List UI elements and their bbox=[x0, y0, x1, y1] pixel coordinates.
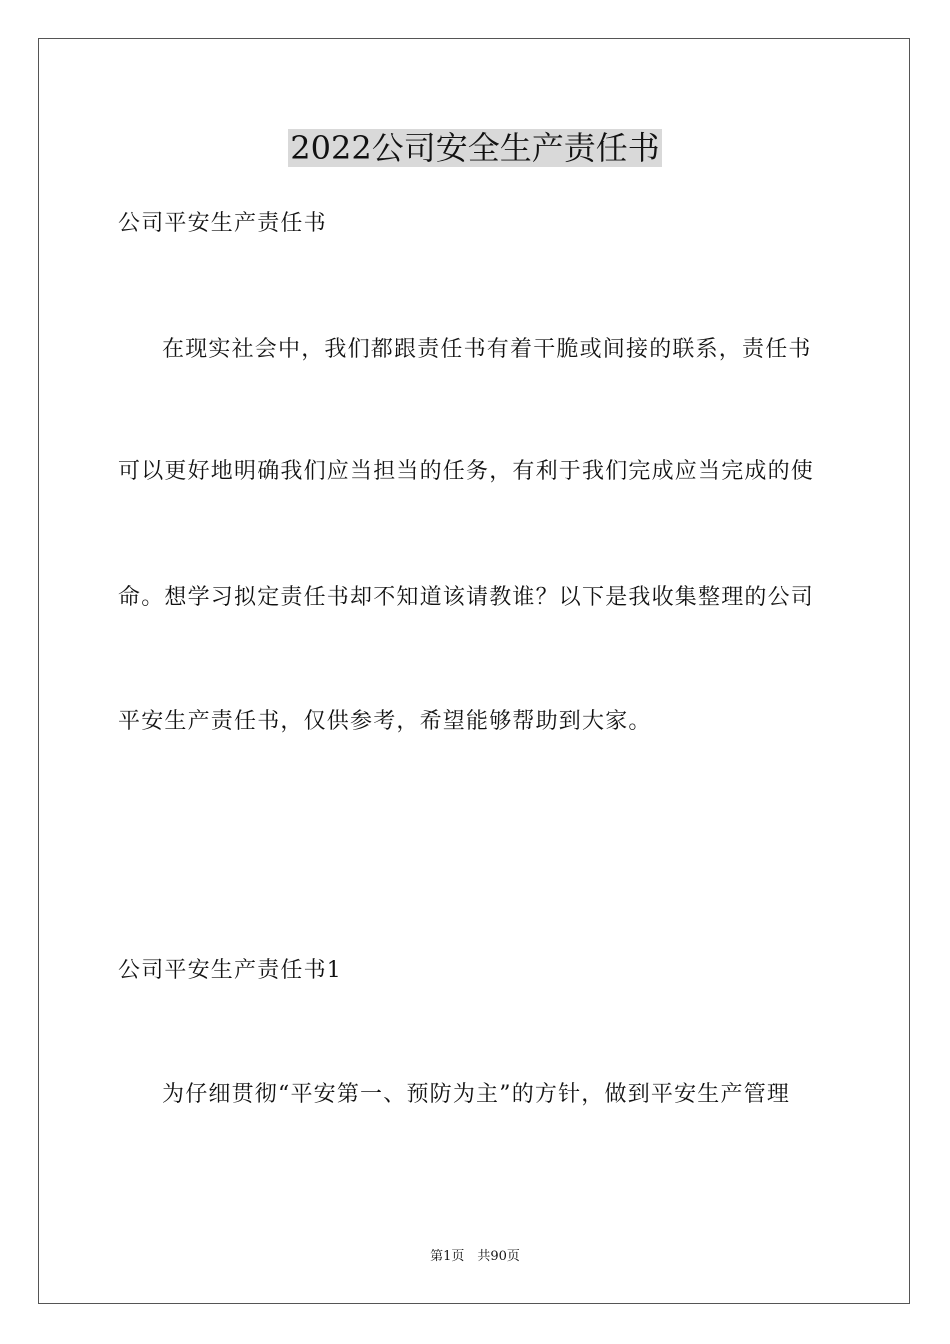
paragraph-line: 平安生产责任书，仅供参考，希望能够帮助到大家。 bbox=[118, 709, 652, 734]
paragraph-line: 命。想学习拟定责任书却不知道该请教谁？以下是我收集整理的公司 bbox=[118, 585, 815, 610]
paragraph-line: 在现实社会中，我们都跟责任书有着干脆或间接的联系，责任书 bbox=[162, 337, 812, 362]
document-subtitle: 公司平安生产责任书 bbox=[118, 211, 327, 236]
section-heading: 公司平安生产责任书1 bbox=[118, 958, 342, 983]
page-number-footer: 第1页 共90页 bbox=[430, 1249, 520, 1264]
paragraph-line: 为仔细贯彻“平安第一、预防为主”的方针，做到平安生产管理 bbox=[162, 1082, 791, 1107]
document-title bbox=[0, 126, 950, 170]
document-title-text: 2022公司安全生产责任书 bbox=[290, 129, 660, 167]
paragraph-line: 可以更好地明确我们应当担当的任务，有利于我们完成应当完成的使 bbox=[118, 459, 815, 484]
